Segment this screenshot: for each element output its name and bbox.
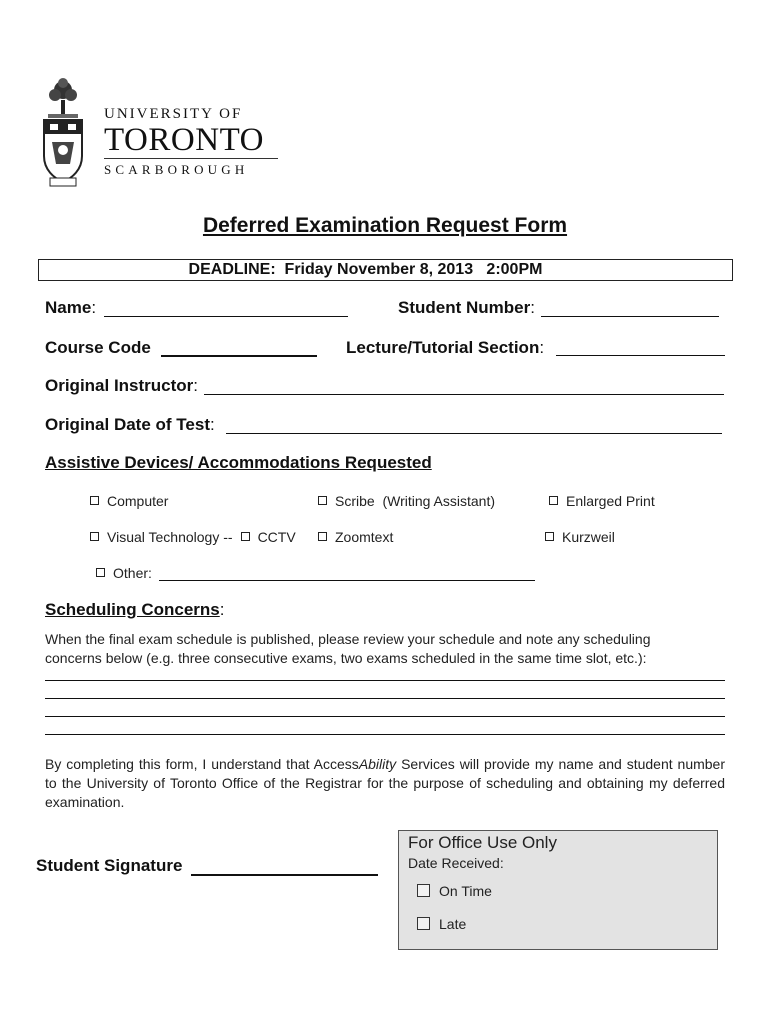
consent-paragraph: By completing this form, I understand that AccessAbility Services will provide my name and student number to the University of Toronto Office of the Registrar for the purpose of scheduling and obtaining my deferred examination.	[45, 756, 726, 810]
original-instructor-label: Original Instructor:	[45, 376, 199, 395]
checkbox-icon[interactable]	[318, 496, 327, 505]
checkbox-icon[interactable]	[96, 568, 105, 577]
checkbox-icon[interactable]	[549, 496, 558, 505]
student-number-field[interactable]	[541, 316, 719, 317]
logo-rule	[104, 158, 278, 159]
scheduling-line-4[interactable]	[45, 734, 725, 735]
option-kurzweil[interactable]: Kurzweil	[545, 529, 615, 545]
logo-line1: UNIVERSITY OF	[104, 106, 243, 122]
signature-field[interactable]	[191, 874, 378, 876]
logo-line2: TORONTO	[104, 122, 264, 158]
checkbox-icon[interactable]	[90, 496, 99, 505]
checkbox-icon[interactable]	[417, 884, 430, 897]
option-enlarged-print[interactable]: Enlarged Print	[549, 493, 655, 509]
office-use-title: For Office Use Only	[408, 833, 557, 852]
name-field[interactable]	[104, 316, 348, 317]
date-received-label: Date Received:	[408, 855, 504, 871]
crest-icon	[40, 78, 86, 188]
logo-line3: SCARBOROUGH	[104, 162, 249, 177]
scheduling-line-1[interactable]	[45, 680, 725, 681]
deadline-text: DEADLINE: Friday November 8, 2013 2:00PM	[188, 261, 543, 278]
other-field[interactable]	[159, 580, 535, 581]
wordmark	[104, 106, 278, 177]
option-zoomtext[interactable]: Zoomtext	[318, 529, 393, 545]
on-time-option[interactable]: On Time	[417, 883, 492, 899]
course-code-label: Course Code	[45, 338, 151, 357]
scheduling-line-2[interactable]	[45, 698, 725, 699]
scheduling-heading: Scheduling Concerns:	[45, 600, 225, 619]
signature-label: Student Signature	[36, 856, 183, 875]
checkbox-icon[interactable]	[90, 532, 99, 541]
checkbox-icon[interactable]	[545, 532, 554, 541]
form-title: Deferred Examination Request Form	[202, 214, 568, 237]
late-option[interactable]: Late	[417, 916, 466, 932]
checkbox-icon[interactable]	[241, 532, 250, 541]
original-date-label: Original Date of Test:	[45, 415, 215, 434]
scheduling-line-3[interactable]	[45, 716, 725, 717]
original-instructor-field[interactable]	[204, 394, 724, 395]
scheduling-instructions: When the final exam schedule is published, please review your schedule and note any scheduling concerns below (e.g. three consecutive exams, two exams scheduled in the same time slot, etc.):	[45, 631, 651, 666]
lecture-section-field[interactable]	[556, 355, 725, 356]
checkbox-icon[interactable]	[318, 532, 327, 541]
office-use-box	[398, 830, 718, 950]
assistive-heading: Assistive Devices/ Accommodations Requested	[45, 453, 432, 472]
lecture-section-label: Lecture/Tutorial Section:	[346, 338, 545, 357]
deadline-box	[38, 259, 733, 281]
university-logo	[40, 78, 290, 190]
option-computer[interactable]: Computer	[90, 493, 168, 509]
checkbox-icon[interactable]	[417, 917, 430, 930]
course-code-field[interactable]	[161, 355, 317, 357]
option-other[interactable]: Other:	[96, 565, 152, 581]
name-label: Name:	[45, 298, 97, 317]
option-scribe[interactable]: Scribe (Writing Assistant)	[318, 493, 495, 509]
student-number-label: Student Number:	[398, 298, 535, 317]
original-date-field[interactable]	[226, 433, 722, 434]
option-visual-technology[interactable]: Visual Technology -- CCTV	[90, 529, 296, 545]
